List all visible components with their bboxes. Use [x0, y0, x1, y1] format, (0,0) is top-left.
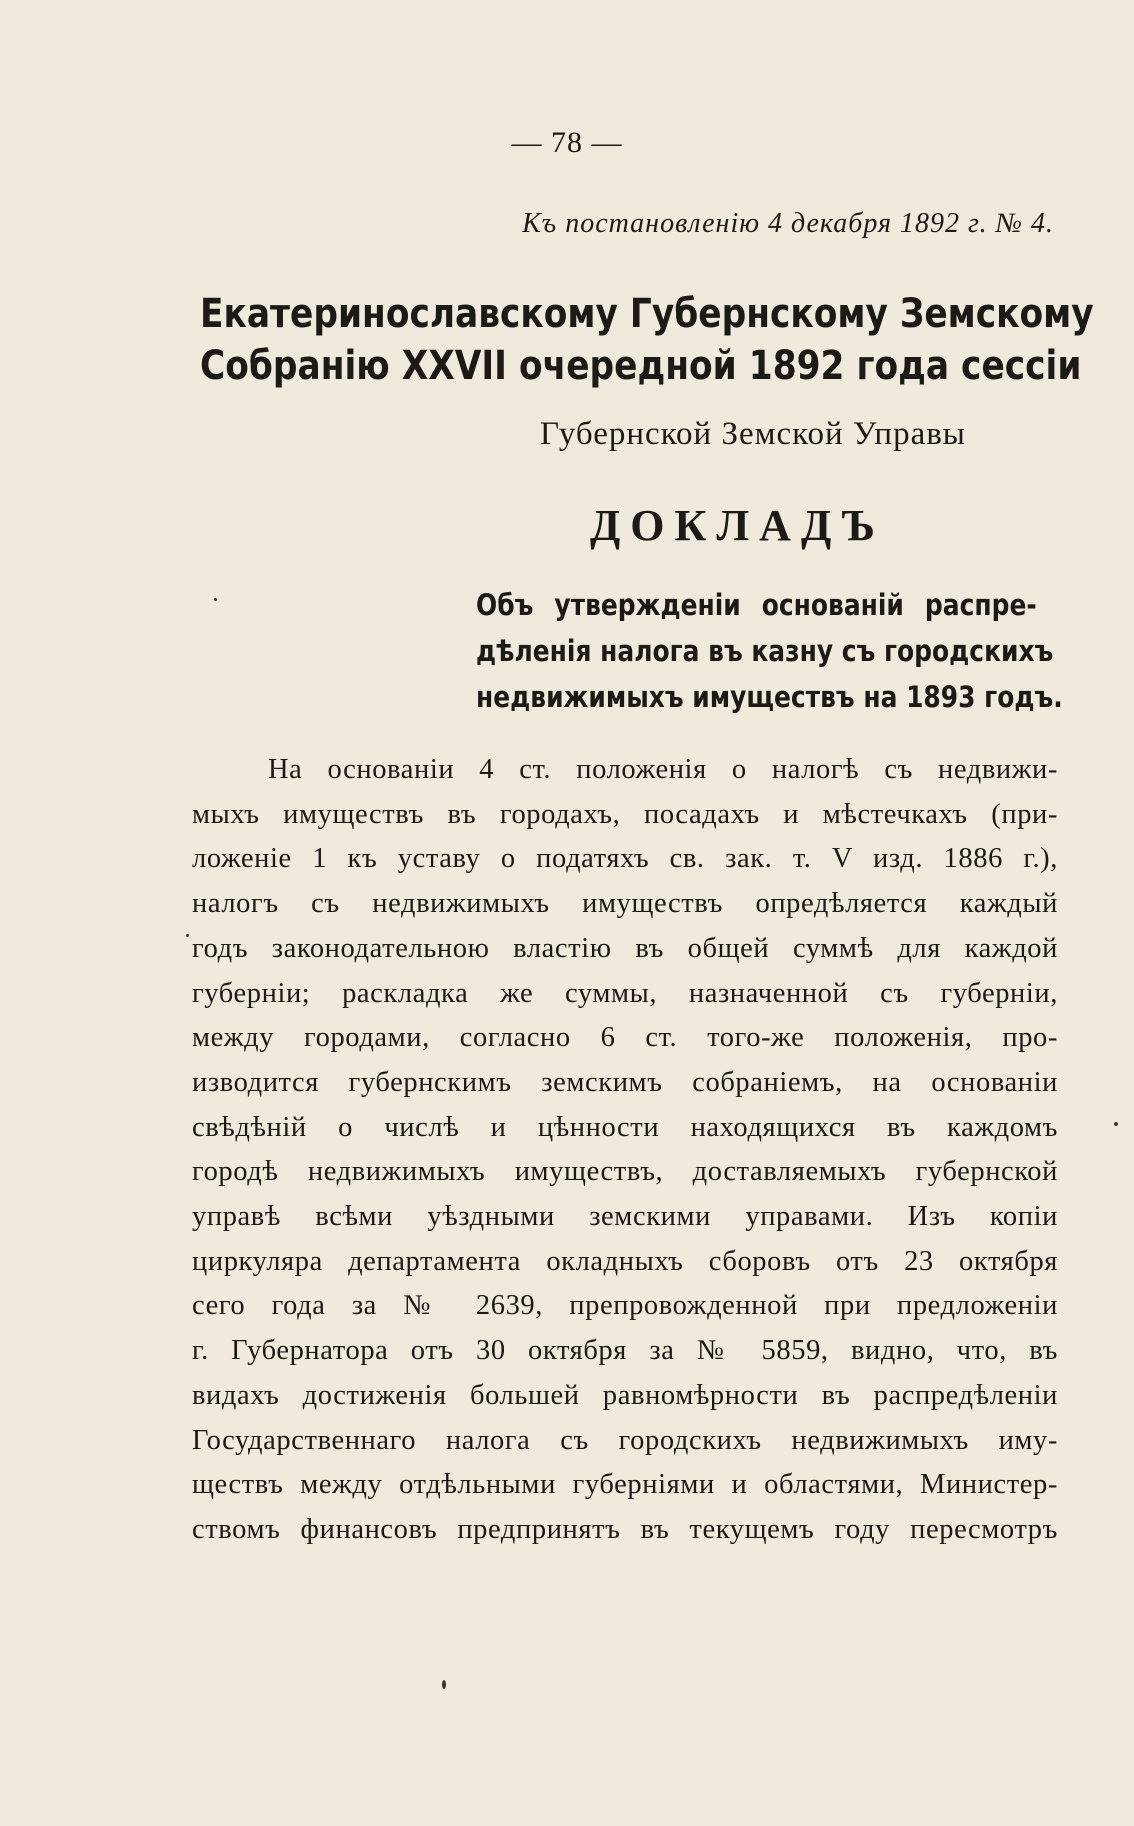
body-line: изводится губернскимъ земскимъ собраніемъ, на основаніи: [192, 1066, 1058, 1098]
body-line: между городами, согласно 6 ст. того-же положенія, про-: [192, 1022, 1058, 1054]
paper-speck: [214, 598, 217, 601]
addressee-line-1: Екатеринославскому Губернскому Земскому: [200, 291, 1094, 337]
paper-speck: [442, 1680, 446, 1689]
body-line: г. Губернатора отъ 30 октября за № 5859, видно, что, въ: [192, 1335, 1058, 1367]
paper-speck: [186, 934, 189, 937]
body-line: налогъ съ недвижимыхъ имуществъ опредѣляется каждый: [192, 888, 1058, 920]
paper-speck: [1114, 1122, 1118, 1126]
subject-line-1: Объ утвержденіи основаній распре-: [476, 588, 1037, 622]
body-paragraph: [192, 748, 1058, 1553]
body-line: годъ законодательною властію въ общей суммѣ для каждой: [192, 932, 1058, 964]
subject-heading: [476, 582, 1063, 720]
body-line: На основаніи 4 ст. положенія о налогѣ съ недвижи-: [268, 754, 1058, 785]
body-line: ствомъ финансовъ предпринятъ въ текущемъ году пересмотръ: [192, 1513, 1058, 1545]
page-number: — 78 —: [511, 126, 623, 159]
body-line: видахъ достиженія большей равномѣрности въ распредѣленіи: [192, 1379, 1058, 1411]
document-title: ДОКЛАДЪ: [590, 501, 885, 550]
addressee-heading: [200, 288, 1094, 392]
addressee-line-2: Собранію XXVII очередной 1892 года сессіи: [200, 343, 1082, 389]
subject-line-2: дѣленія налога въ казну съ городскихъ: [476, 634, 1054, 668]
body-line: свѣдѣній о числѣ и цѣнности находящихся въ каждомъ: [192, 1111, 1058, 1143]
body-line: губерніи; раскладка же суммы, назначенной съ губерніи,: [192, 977, 1058, 1009]
body-line: городѣ недвижимыхъ имуществъ, доставляемыхъ губернской: [192, 1156, 1058, 1188]
body-line: ложеніе 1 къ уставу о податяхъ св. зак. т. V изд. 1886 г.),: [192, 843, 1058, 875]
subject-line-3: недвижимыхъ имуществъ на 1893 годъ.: [476, 680, 1063, 714]
body-line: циркуляра департамента окладныхъ сборовъ отъ 23 октября: [192, 1245, 1058, 1277]
board-name: Губернской Земской Управы: [540, 416, 966, 452]
body-line: управѣ всѣми уѣздными земскими управами. Изъ копіи: [192, 1201, 1058, 1233]
body-line: Государственнаго налога съ городскихъ недвижимыхъ иму-: [192, 1424, 1058, 1456]
body-line: сего года за № 2639, препровожденной при предложеніи: [192, 1290, 1058, 1322]
body-line: ществъ между отдѣльными губерніями и областями, Министер-: [192, 1469, 1058, 1501]
resolution-reference: Къ постановленію 4 декабря 1892 г. № 4.: [522, 208, 1054, 239]
body-line: мыхъ имуществъ въ городахъ, посадахъ и мѣстечкахъ (при-: [192, 798, 1058, 830]
